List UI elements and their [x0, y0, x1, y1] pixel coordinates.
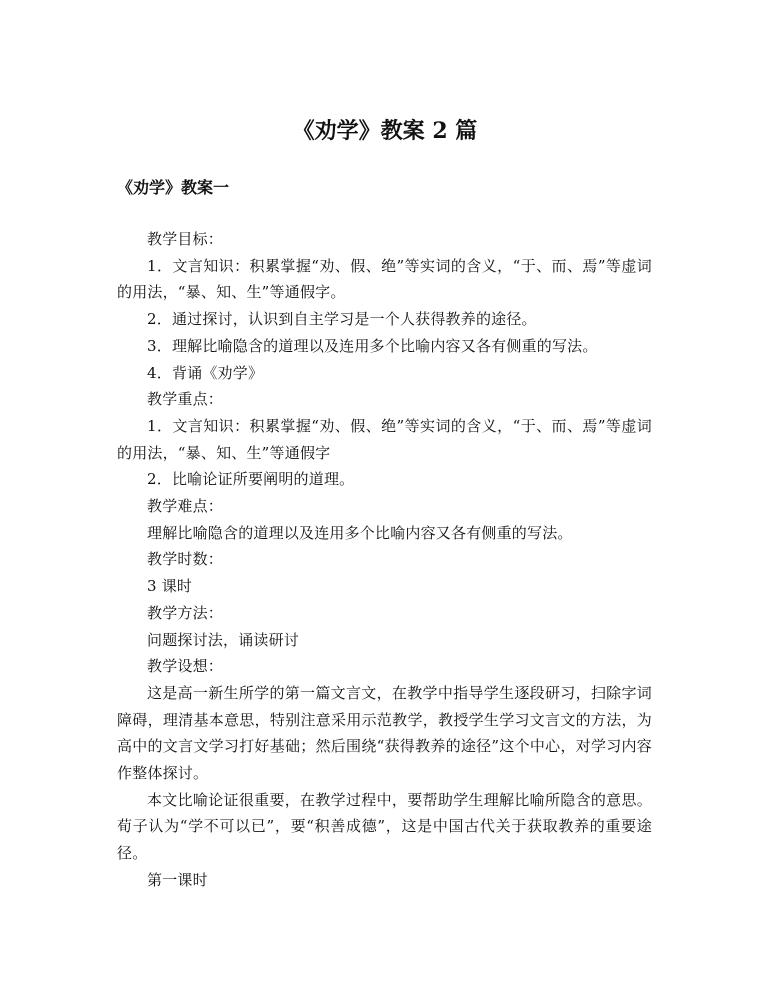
- document-title: 《劝学》教案 2 篇: [292, 118, 478, 144]
- paragraph-objectives-label: 教学目标：: [147, 230, 224, 248]
- paragraph-objective-2: 2．通过探讨，认识到自主学习是一个人获得教养的途径。: [147, 310, 537, 329]
- paragraph-first-lesson: 第一课时: [147, 870, 208, 889]
- paragraph-hours-label: 教学时数：: [147, 550, 224, 569]
- paragraph-methods: 问题探讨法，诵读研讨: [147, 630, 300, 649]
- paragraph-difficulty-label: 教学难点：: [147, 497, 224, 516]
- paragraph-plan-1: 这是高一新生所学的第一篇文言文，在教学中指导学生逐段研习，扫除字词障碍，理清基本意思，特别注意采用示范教学，教授学生学习文言文的方法，为高中的文言文学习打好基础；然后围绕“获得教养的途径”这个中心，对学习内容作整体探讨。: [117, 683, 652, 783]
- paragraph-plan-label: 教学设想：: [147, 657, 224, 676]
- paragraph-objective-4: 4．背诵《劝学》: [147, 363, 264, 382]
- paragraph-objective-3: 3．理解比喻隐含的道理以及连用多个比喻内容又各有侧重的写法。: [147, 336, 598, 355]
- paragraph-hours: 3 课时: [147, 577, 193, 596]
- paragraph-keypoints-label: 教学重点：: [147, 390, 224, 409]
- section-heading: 《劝学》教案一: [117, 178, 230, 197]
- paragraph-plan-2: 本文比喻论证很重要，在教学过程中，要帮助学生理解比喻所隐含的意思。荀子认为“学不可以已”，要“积善成德”，这是中国古代关于获取教养的重要途径。: [117, 790, 652, 863]
- paragraph-methods-label: 教学方法：: [147, 603, 224, 622]
- paragraph-keypoint-2: 2．比喻论证所要阐明的道理。: [147, 470, 355, 489]
- paragraph-keypoint-1: 1．文言知识：积累掌握“劝、假、绝”等实词的含义，“于、而、焉”等虚词的用法，“暴、知、生”等通假字: [117, 416, 652, 462]
- paragraph-objective-1: 1．文言知识：积累掌握“劝、假、绝”等实词的含义，“于、而、焉”等虚词的用法，“暴、知、生”等通假字。: [117, 256, 652, 302]
- paragraph-difficulty: 理解比喻隐含的道理以及连用多个比喻内容又各有侧重的写法。: [147, 523, 573, 542]
- document-body: [117, 226, 652, 894]
